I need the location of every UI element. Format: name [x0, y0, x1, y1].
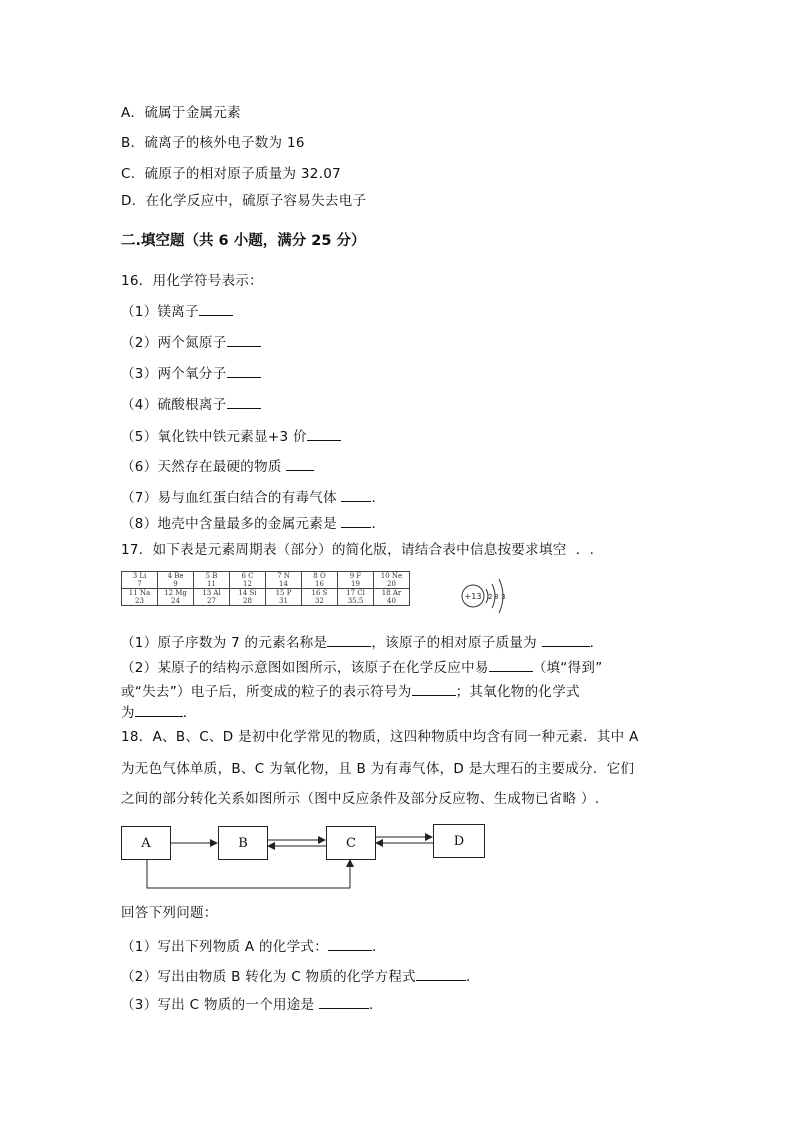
answer-blank[interactable] [227, 395, 261, 409]
q16-item-5: （5）氧化铁中铁元素显+3 价 [121, 427, 341, 446]
element-cell: 9 F 19 [338, 572, 374, 589]
element-cell: 7 N 14 [266, 572, 302, 589]
element-cell: 16 S 32 [302, 589, 338, 606]
shell-count-1: 2 [488, 593, 493, 601]
option-b: B．硫离子的核外电子数为 16 [121, 135, 305, 151]
q18-line-2: 为无色气体单质，B、C 为氧化物，且 B 为有毒气体，D 是大理石的主要成分．它们 [121, 761, 635, 777]
answer-blank[interactable] [227, 364, 261, 378]
answer-blank[interactable] [319, 995, 369, 1009]
atomic-structure-diagram [455, 573, 517, 617]
element-cell: 6 C 12 [230, 572, 266, 589]
q16-item-4: （4）硫酸根离子 [121, 395, 261, 414]
periodic-row-2 [122, 572, 410, 589]
section-title: 二.填空题（共 6 小题，满分 25 分） [121, 233, 366, 249]
q17-part-2-line-1: （2）某原子的结构示意图如图所示，该原子在化学反应中易 （填“得到” [121, 660, 603, 676]
answer-blank[interactable] [341, 514, 371, 528]
element-cell: 17 Cl 35.5 [338, 589, 374, 606]
answer-blank[interactable] [227, 333, 261, 347]
q16-stem: 16．用化学符号表示： [121, 273, 263, 289]
q17-part-1: （1）原子序数为 7 的元素名称是 ，该原子的相对原子质量为 ． [121, 635, 604, 651]
q18-answer-prompt: 回答下列问题： [121, 905, 218, 921]
option-d: D．在化学反应中，硫原子容易失去电子 [121, 193, 367, 209]
element-cell: 11 Na 23 [122, 589, 158, 606]
element-cell: 14 Si 28 [230, 589, 266, 606]
node-a: A [121, 826, 171, 860]
answer-blank[interactable] [135, 703, 183, 717]
q17-part-2-line-2: 或“失去”）电子后，所变成的粒子的表示符号为 ；其氧化物的化学式 [121, 684, 580, 700]
shell-count-3: 3 [501, 593, 506, 601]
q18-sub-2: （2）写出由物质 B 转化为 C 物质的化学方程式 ． [121, 969, 480, 985]
element-cell: 15 P 31 [266, 589, 302, 606]
answer-blank[interactable] [412, 682, 456, 696]
answer-blank[interactable] [328, 937, 372, 951]
option-c: C．硫原子的相对原子质量为 32.07 [121, 166, 342, 182]
q16-item-8: （8）地壳中含量最多的金属元素是 ． [121, 516, 386, 532]
answer-blank[interactable] [286, 457, 314, 471]
q17-stem: 17．如下表是元素周期表（部分）的简化版，请结合表中信息按要求填空 ．. [121, 542, 595, 558]
element-cell: 13 Al 27 [194, 589, 230, 606]
q16-item-3: （3）两个氧分子 [121, 364, 261, 383]
node-c: C [326, 826, 376, 860]
answer-blank[interactable] [327, 633, 371, 647]
answer-blank[interactable] [416, 967, 466, 981]
option-a: A．硫属于金属元素 [121, 105, 241, 121]
answer-blank[interactable] [542, 633, 590, 647]
periodic-row-3 [122, 589, 410, 606]
element-cell: 8 O 16 [302, 572, 338, 589]
q18-sub-3: （3）写出 C 物质的一个用途是 ． [121, 997, 383, 1013]
element-cell: 4 Be 9 [158, 572, 194, 589]
q16-item-1: （1）镁离子 [121, 302, 233, 321]
answer-blank[interactable] [199, 302, 233, 316]
q16-item-2: （2）两个氮原子 [121, 333, 261, 352]
element-cell: 3 Li 7 [122, 572, 158, 589]
element-cell: 18 Ar 40 [374, 589, 410, 606]
answer-blank[interactable] [307, 427, 341, 441]
element-cell: 5 B 11 [194, 572, 230, 589]
q18-line-3: 之间的部分转化关系如图所示（图中反应条件及部分反应物、生成物已省略 ）. [121, 791, 600, 807]
q17-part-2-line-3: 为 ． [121, 705, 197, 721]
shell-count-2: 8 [494, 593, 499, 601]
element-cell: 12 Mg 24 [158, 589, 194, 606]
q18-sub-1: （1）写出下列物质 A 的化学式： ． [121, 939, 386, 955]
node-b: B [218, 826, 268, 860]
arrow-a-to-c [147, 858, 350, 888]
answer-blank[interactable] [341, 488, 371, 502]
answer-blank[interactable] [489, 658, 533, 672]
nucleus-charge: +13 [464, 592, 482, 601]
periodic-table-excerpt [121, 571, 410, 606]
q16-item-7: （7）易与血红蛋白结合的有毒气体 ． [121, 490, 386, 506]
element-cell: 10 Ne 20 [374, 572, 410, 589]
q18-line-1: 18．A、B、C、D 是初中化学常见的物质，这四种物质中均含有同一种元素．其中 A [121, 729, 639, 745]
node-d: D [433, 824, 485, 858]
q16-item-6: （6）天然存在最硬的物质 [121, 457, 314, 476]
